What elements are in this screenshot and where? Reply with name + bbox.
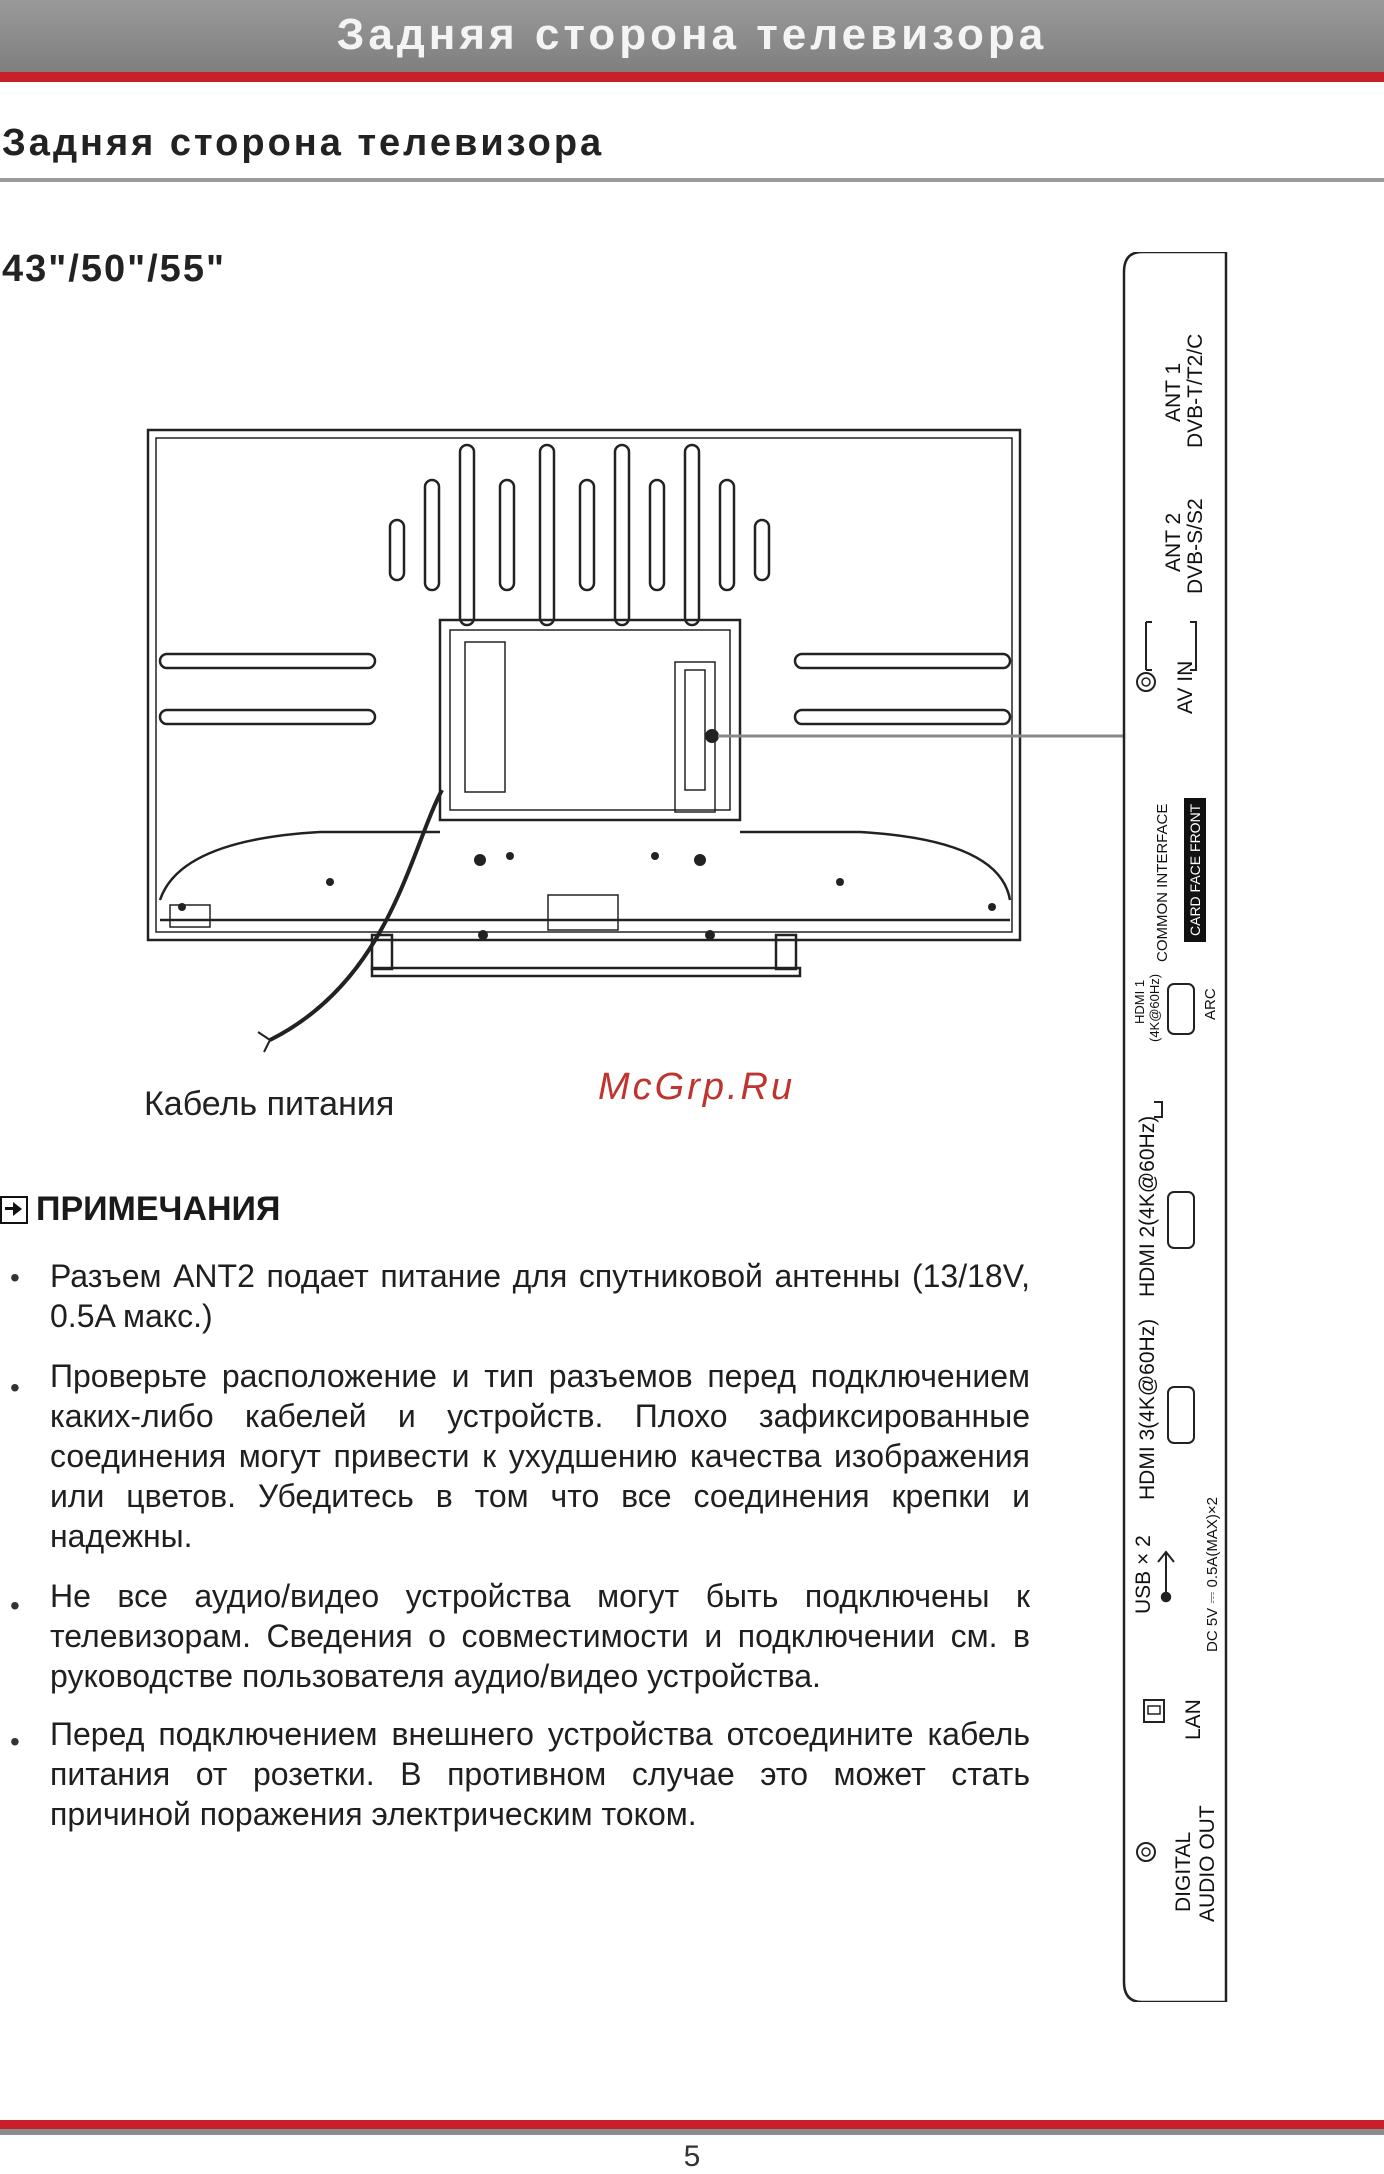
notes-heading (0, 1190, 280, 1229)
footer-accent-bar (0, 2120, 1384, 2129)
watermark: McGrp.Ru (598, 1066, 796, 1108)
arrow-box-icon (0, 1196, 28, 1224)
ant1-label-line1: ANT 1 (1162, 362, 1185, 422)
footer-gray-bar (0, 2129, 1384, 2135)
header-title: Задняя сторона телевизора (336, 10, 1048, 59)
common-interface-label: COMMON INTERFACE (1154, 803, 1171, 962)
page-number: 5 (683, 2140, 701, 2173)
ant2-label-line1: ANT 2 (1162, 512, 1185, 572)
hdmi2-label: HDMI 2(4K@60Hz) (1136, 1115, 1159, 1297)
notes-heading-text: ПРИМЕЧАНИЯ (36, 1190, 281, 1228)
usb-label: USB × 2 (1132, 1535, 1155, 1614)
note-item: Перед подключением внешнего устройства отсоедините кабель питания от розетки. В противном случае это может стать причиной поражения электрическим током. (50, 1716, 1030, 1832)
cable-label: Кабель питания (144, 1085, 395, 1123)
bullet-icon: • (10, 1372, 20, 1403)
note-item: Разъем ANT2 подает питание для спутниковой антенны (13/18V, 0.5A макс.) (50, 1258, 1030, 1334)
lan-label: LAN (1182, 1699, 1205, 1740)
digital-audio-label-line2: AUDIO OUT (1196, 1805, 1219, 1922)
section-divider (0, 178, 1384, 182)
bullet-icon: • (10, 1726, 20, 1757)
model-sizes: 43"/50"/55" (2, 248, 226, 290)
note-item: Не все аудио/видео устройства могут быть подключены к телевизорам. Сведения о совместимости и подключении см. в руководстве пользователя аудио/видео устройства. (50, 1578, 1030, 1694)
digital-audio-label-line1: DIGITAL (1172, 1831, 1195, 1912)
dc-label: DC 5V ⎓ 0.5A(MAX)×2 (1204, 1497, 1221, 1652)
tv-rear-illustration (140, 420, 1130, 1100)
card-face-tag: CARD FACE FRONT (1184, 798, 1206, 942)
bullet-icon: • (10, 1262, 20, 1293)
hdmi3-label: HDMI 3(4K@60Hz) (1136, 1318, 1159, 1500)
note-item: Проверьте расположение и тип разъемов перед подключением каких-либо кабелей и устройств. Плохо зафиксированные соединения могут привести к ухудшению качества изображения или цветов. Убедитесь в том что все соединения крепки и надежны. (50, 1358, 1030, 1554)
bullet-icon: • (10, 1590, 20, 1621)
header-accent-bar (0, 72, 1384, 82)
hdmi1-label-line1: HDMI 1 (1132, 979, 1147, 1024)
av-in-label: AV IN (1174, 660, 1197, 714)
ant2-label-line2: DVB-S/S2 (1184, 498, 1207, 594)
hdmi1-label-line2: (4K@60Hz) (1147, 973, 1162, 1042)
section-title: Задняя сторона телевизора (2, 122, 605, 164)
arc-label: ARC (1202, 988, 1219, 1020)
ant1-label-line2: DVB-T/T2/C (1184, 333, 1207, 448)
connector-panel (1122, 252, 1234, 2007)
